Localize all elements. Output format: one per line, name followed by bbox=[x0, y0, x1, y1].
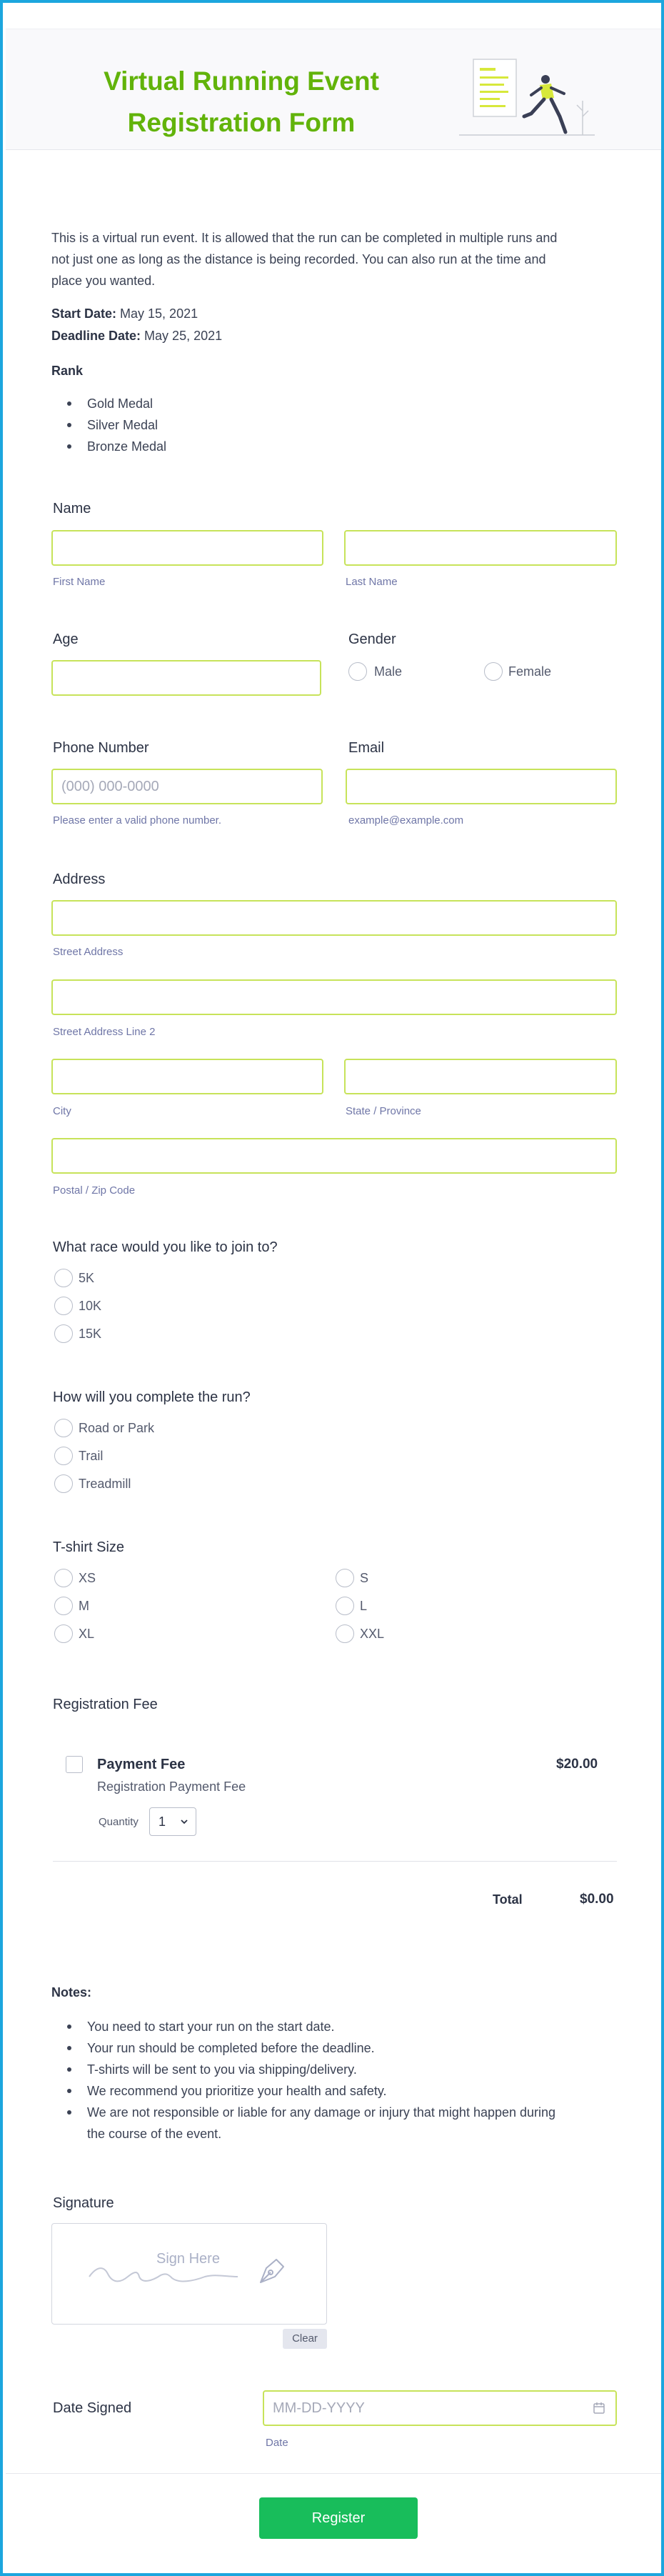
race-10k-label: 10K bbox=[79, 1299, 102, 1313]
race-15k-label: 15K bbox=[79, 1327, 102, 1341]
tshirt-xs-label: XS bbox=[79, 1571, 96, 1585]
trail-radio[interactable] bbox=[54, 1447, 73, 1465]
city-input[interactable] bbox=[51, 1059, 323, 1094]
street-address-2-sublabel: Street Address Line 2 bbox=[53, 1026, 156, 1038]
total-label: Total bbox=[493, 1892, 523, 1907]
complete-method-label: How will you complete the run? bbox=[53, 1389, 251, 1405]
list-item: We are not responsible or liable for any damage or injury that might happen during the course of the event. bbox=[51, 2102, 555, 2145]
race-5k-radio[interactable] bbox=[54, 1269, 73, 1287]
rank-heading: Rank bbox=[51, 364, 84, 378]
date-signed-label: Date Signed bbox=[53, 2400, 132, 2416]
treadmill-radio[interactable] bbox=[54, 1474, 73, 1493]
tshirt-m-radio[interactable] bbox=[54, 1597, 73, 1615]
form-header bbox=[6, 29, 664, 150]
street-address-sublabel: Street Address bbox=[53, 946, 124, 958]
tshirt-xxl-label: XXL bbox=[360, 1627, 385, 1641]
postal-code-input[interactable] bbox=[51, 1138, 617, 1174]
email-label: Email bbox=[348, 740, 385, 756]
intro-text: This is a virtual run event. It is allowed that the run can be completed in multiple runs and not just one as long as the distance is being recorded. You can also run at the time and place you wanted. bbox=[51, 231, 558, 288]
phone-label: Phone Number bbox=[53, 740, 149, 756]
list-item: Silver Medal bbox=[51, 414, 166, 436]
road-or-park-radio[interactable] bbox=[54, 1419, 73, 1437]
race-10k-radio[interactable] bbox=[54, 1297, 73, 1315]
phone-input[interactable]: (000) 000-0000 bbox=[51, 769, 323, 804]
fee-divider bbox=[53, 1861, 617, 1862]
list-item: We recommend you prioritize your health and safety. bbox=[51, 2080, 555, 2102]
tshirt-xxl-radio[interactable] bbox=[336, 1624, 354, 1643]
list-item: You need to start your run on the start date. bbox=[51, 2016, 555, 2037]
street-address-input[interactable] bbox=[51, 900, 617, 936]
tshirt-l-label: L bbox=[360, 1599, 368, 1613]
tshirt-m-label: M bbox=[79, 1599, 89, 1613]
phone-sublabel: Please enter a valid phone number. bbox=[53, 814, 221, 827]
gender-male-label: Male bbox=[374, 664, 403, 679]
tshirt-xl-label: XL bbox=[79, 1627, 95, 1641]
payment-fee-checkbox[interactable] bbox=[66, 1756, 83, 1773]
race-5k-label: 5K bbox=[79, 1271, 95, 1285]
race-15k-radio[interactable] bbox=[54, 1324, 73, 1343]
first-name-input[interactable] bbox=[51, 530, 323, 566]
gender-female-label: Female bbox=[508, 664, 552, 679]
product-description: Registration Payment Fee bbox=[97, 1779, 246, 1794]
trail-label: Trail bbox=[79, 1449, 104, 1463]
tshirt-xs-radio[interactable] bbox=[54, 1569, 73, 1587]
signature-pad[interactable] bbox=[51, 2223, 327, 2325]
email-sublabel: example@example.com bbox=[348, 814, 464, 827]
signature-hint: Sign Here bbox=[156, 2251, 220, 2267]
tshirt-size-label: T-shirt Size bbox=[53, 1539, 125, 1555]
chevron-down-icon bbox=[180, 1818, 188, 1825]
total-value: $0.00 bbox=[580, 1892, 614, 1907]
first-name-sublabel: First Name bbox=[53, 576, 106, 588]
date-signed-input[interactable]: MM-DD-YYYY bbox=[263, 2390, 617, 2426]
address-label: Address bbox=[53, 872, 106, 887]
race-label: What race would you like to join to? bbox=[53, 1239, 278, 1255]
date-sublabel: Date bbox=[266, 2437, 288, 2449]
last-name-sublabel: Last Name bbox=[346, 576, 398, 588]
tshirt-l-radio[interactable] bbox=[336, 1597, 354, 1615]
age-label: Age bbox=[53, 631, 79, 647]
clear-signature-button[interactable]: Clear bbox=[283, 2329, 327, 2349]
start-date-line: Start Date: May 15, 2021 bbox=[51, 306, 198, 321]
name-label: Name bbox=[53, 501, 91, 516]
runner-illustration bbox=[456, 51, 598, 144]
email-input[interactable] bbox=[346, 769, 617, 804]
age-input[interactable] bbox=[51, 660, 321, 696]
registration-fee-label: Registration Fee bbox=[53, 1697, 158, 1712]
list-item: Bronze Medal bbox=[51, 436, 166, 457]
tshirt-s-label: S bbox=[360, 1571, 369, 1585]
tshirt-s-radio[interactable] bbox=[336, 1569, 354, 1587]
street-address-2-input[interactable] bbox=[51, 979, 617, 1015]
pen-icon bbox=[256, 2255, 288, 2287]
tshirt-xl-radio[interactable] bbox=[54, 1624, 73, 1643]
last-name-input[interactable] bbox=[344, 530, 617, 566]
state-input[interactable] bbox=[344, 1059, 617, 1094]
road-or-park-label: Road or Park bbox=[79, 1421, 155, 1435]
postal-code-sublabel: Postal / Zip Code bbox=[53, 1184, 136, 1197]
deadline-date-line: Deadline Date: May 25, 2021 bbox=[51, 329, 223, 343]
treadmill-label: Treadmill bbox=[79, 1477, 131, 1491]
register-button[interactable]: Register bbox=[259, 2497, 418, 2539]
list-item: T-shirts will be sent to you via shipping/delivery. bbox=[51, 2059, 555, 2080]
quantity-label: Quantity bbox=[99, 1816, 139, 1828]
quantity-value: 1 bbox=[159, 1814, 166, 1829]
form-title: Virtual Running Event Registration Form bbox=[104, 66, 379, 137]
quantity-select[interactable] bbox=[149, 1807, 196, 1836]
rank-list bbox=[51, 393, 166, 457]
state-sublabel: State / Province bbox=[346, 1105, 421, 1117]
notes-heading: Notes: bbox=[51, 1985, 92, 2000]
list-item: Your run should be completed before the deadline. bbox=[51, 2037, 555, 2059]
calendar-icon[interactable] bbox=[593, 2402, 605, 2415]
signature-label: Signature bbox=[53, 2195, 114, 2211]
product-name: Payment Fee bbox=[97, 1757, 186, 1772]
gender-male-radio[interactable] bbox=[348, 662, 367, 681]
notes-list bbox=[51, 2016, 555, 2145]
gender-female-radio[interactable] bbox=[484, 662, 503, 681]
list-item: Gold Medal bbox=[51, 393, 166, 414]
gender-label: Gender bbox=[348, 631, 396, 647]
product-price: $20.00 bbox=[556, 1757, 598, 1772]
city-sublabel: City bbox=[53, 1105, 71, 1117]
